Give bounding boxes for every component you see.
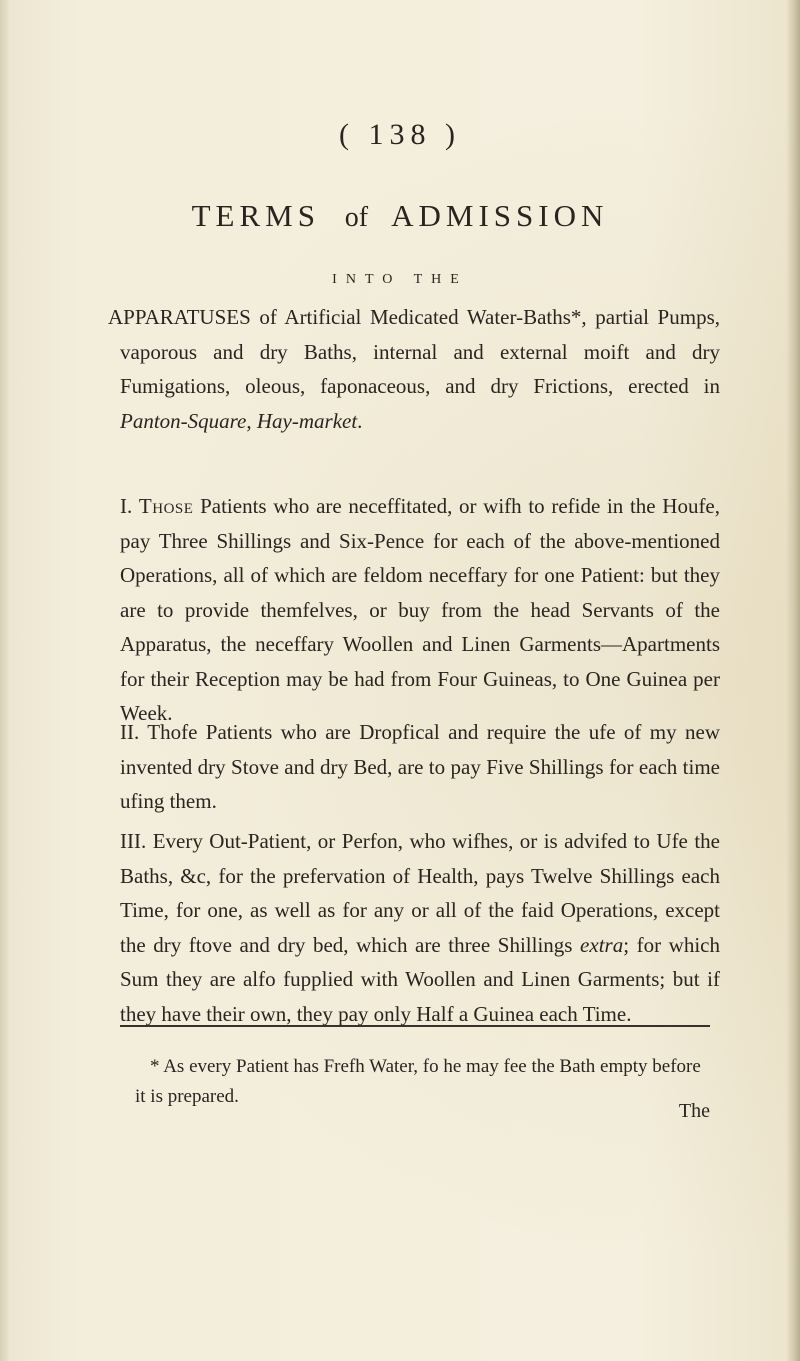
footnote: * As every Patient has Frefh Water, fo he may fee the Bath empty before it is prepared. [135,1056,701,1107]
intro-separator: , [246,408,257,433]
article-2-body: Thofe Patients who are Dropfical and require the ufe of my new invented dry Stove and dry Bed, are to pay Five Shillings for each time ufing them. [120,720,720,813]
article-1-numeral: I. [120,494,139,518]
catchword: The [678,1100,710,1122]
article-3 [120,824,720,1031]
intro-body: of Artificial Medicated Water-Baths*, partial Pumps, vaporous and dry Baths, internal and external moift and dry Fumigations, oleous, faponaceous, and dry Frictions, erected in [120,305,720,398]
article-3-body-after: ; for which Sum they are alfo fupplied with Woollen and Linen Garments; but if they have their own, they pay only Half a Guinea each Time. [120,932,720,1026]
subtitle: INTO THE [332,272,468,287]
title-admission: ADMISSION [391,198,609,233]
article-2-numeral: II. [120,720,148,744]
article-3-numeral: III. [120,829,153,853]
title-of: of [344,202,369,233]
page-title [0,198,800,234]
article-1-lead: Those [138,494,194,518]
intro-place-1: Panton-Square [120,408,247,433]
intro-place-2: Hay-market [256,408,358,433]
intro-lead: APPARATUSES [108,305,251,329]
article-1-body: Patients who are neceffitated, or wifh to refide in the Houfe, pay Three Shillings and Six-Pence for each of the above-mentioned Operations, all of which are feldom neceffary for one Patient: but they are to provide themfelves, or buy from the head Servants of the Apparatus, the neceffary Woollen and Linen Garments—Apartments for their Reception may be had from Four Guineas, to One Guinea per Week. [120,494,721,725]
footnote-divider [120,1025,710,1027]
article-1 [120,489,720,731]
page-number: ( 138 ) [339,118,461,151]
intro-end: . [357,408,363,433]
article-3-emphasis: extra [580,932,624,957]
intro-paragraph [108,300,720,438]
title-terms: TERMS [191,198,320,233]
article-3-body-before: Every Out-Patient, or Perfon, who wifhes, or is advifed to Ufe the Baths, &c, for the prefervation of Health, pays Twelve Shillings each Time, for one, as well as for any or all of the faid Operations, except the dry ftove and dry bed, which are three Shillings [120,829,720,957]
article-2 [120,715,720,819]
